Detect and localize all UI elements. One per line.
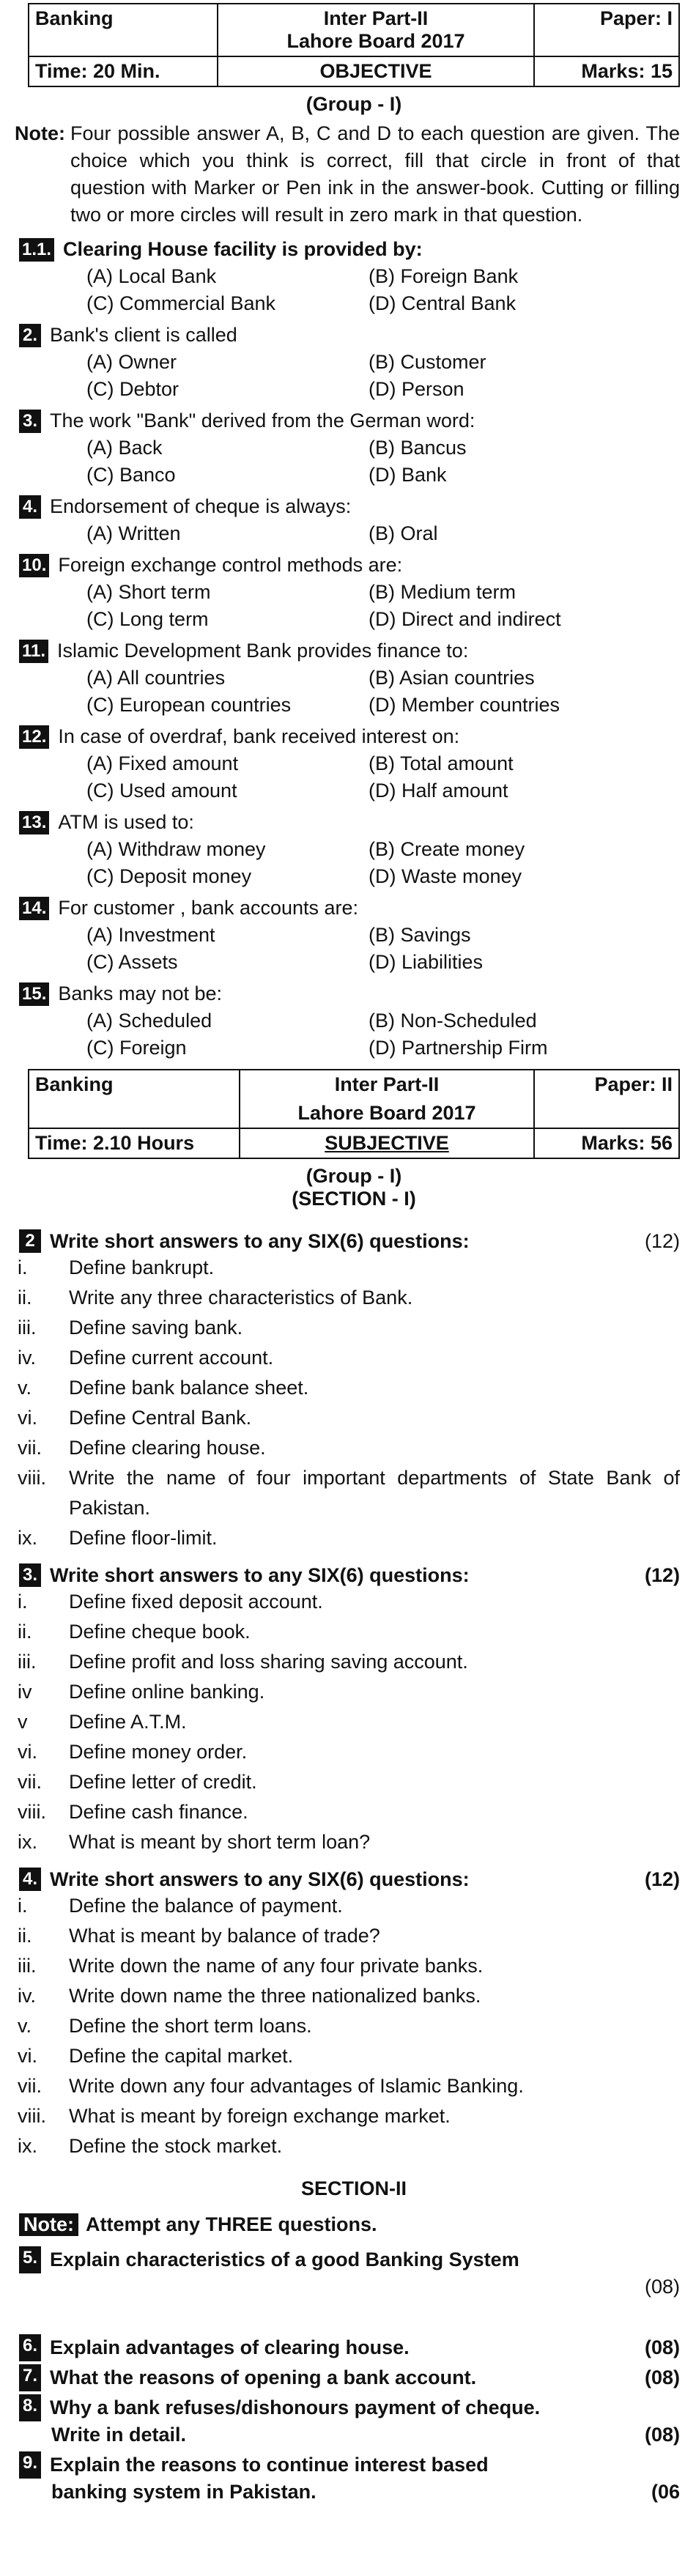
question-text: For customer , bank accounts are: [58,897,359,919]
question-marks: (12) [644,1868,680,1890]
question-number: 7. [19,2364,41,2391]
option-d: (D) Central Bank [369,292,517,314]
question-heading: Write short answers to any SIX(6) questions: [50,1229,470,1252]
question-text: Bank's client is called [50,324,237,346]
mcq-list [22,236,680,1062]
list-item: vii. Define clearing house. [18,1437,266,1459]
list-item: iv. Define current account. [18,1347,274,1369]
section-two-title: SECTION-II [300,2177,407,2199]
mcq-item [22,809,680,890]
question-number: 8. [19,2394,41,2421]
option-b: (B) Asian countries [369,667,535,689]
list-item: i. Define fixed deposit account. [18,1591,323,1613]
list-item: ix. Define floor-limit. [18,1527,218,1549]
question-number: 4. [19,1868,41,1891]
question-number: 2. [19,324,41,347]
long-question [22,2334,680,2361]
list-item: iv Define online banking. [18,1681,265,1703]
question-text: Explain advantages of clearing house. [50,2336,410,2358]
option-b: (B) Non-Scheduled [369,1010,537,1032]
option-b: (B) Oral [369,522,438,544]
question-number: 9. [19,2451,41,2479]
mcq-item [22,552,680,633]
question-number: 6. [19,2334,41,2361]
option-c: (C) Long term [86,608,209,630]
mcq-item [22,236,680,317]
instructions-note [15,120,680,229]
option-a: (A) Withdraw money [86,838,266,860]
list-item: i. Define bankrupt. [18,1256,215,1278]
paper-type-label: SUBJECTIVE [240,1128,534,1158]
option-a: (A) Investment [86,924,215,946]
question-text: ATM is used to: [58,811,194,833]
list-item: iv. Write down name the three nationalized banks. [18,1985,481,2007]
mcq-item [22,322,680,403]
question-marks: (12) [644,1229,680,1252]
option-a: (A) Owner [86,351,177,373]
note-text: Four possible answer A, B, C and D to each question are given. The choice which you think is correct, fill that circle in front of that question with Marker or Pen ink in the answer-book. Cutting or filling two or more circles will result in zero mark in that question. [70,122,680,226]
option-b: (B) Medium term [369,581,517,603]
option-a: (A) Written [86,522,181,544]
question-heading: Write short answers to any SIX(6) questions: [50,1868,470,1890]
question-text: The work "Bank" derived from the German word: [50,410,475,432]
question-text: In case of overdraf, bank received interest on: [58,725,460,747]
option-a: (A) Scheduled [86,1010,212,1032]
paper-label: Paper: II [534,1070,679,1128]
section-one-title: (SECTION - I) [292,1188,416,1210]
question-text: Why a bank refuses/dishonours payment of cheque. [50,2397,541,2418]
long-question [22,2246,680,2301]
option-d: (D) Waste money [369,865,522,887]
short-question-block [18,1229,680,1553]
paper-type-label: OBJECTIVE [218,56,534,86]
time-label: Time: 20 Min. [29,56,218,86]
question-heading: Write short answers to any SIX(6) questions: [50,1563,470,1586]
marks-label: Marks: 15 [534,56,679,86]
paper-label: Paper: I [534,4,679,56]
list-item: ii. Write any three characteristics of Bank. [18,1287,413,1309]
subjective-header [28,1069,680,1159]
option-a: (A) All countries [86,667,226,689]
list-item: vii. Write down any four advantages of Islamic Banking. [18,2075,524,2097]
question-number: 13. [19,811,49,834]
mcq-item [22,723,680,804]
question-text-continued: Write in detail. [51,2424,187,2446]
part-label: Inter Part-II [334,1073,440,1095]
part-board-cell [240,1070,534,1128]
mcq-item [22,493,680,547]
list-item: ix. What is meant by short term loan? [18,1831,371,1853]
list-item: viii. Write the name of four important departments of State Bank of Pakistan. [18,1467,680,1519]
option-d: (D) Person [369,378,464,400]
question-number: 4. [19,495,41,519]
list-item: ii. Define cheque book. [18,1621,251,1643]
list-item: viii. What is meant by foreign exchange market. [18,2105,451,2127]
question-text: Explain the reasons to continue interest based [50,2454,489,2476]
option-b: (B) Create money [369,838,525,860]
list-item: v. Define bank balance sheet. [18,1377,309,1399]
option-c: (C) Foreign [86,1037,187,1059]
short-question-block [18,1563,680,1857]
question-marks: (08) [644,2276,680,2298]
option-b: (B) Total amount [369,752,514,774]
list-item: vi. Define the capital market. [18,2045,294,2067]
question-number: 3. [19,1563,41,1587]
question-number: 12. [19,725,49,749]
mcq-item [22,637,680,719]
option-a: (A) Fixed amount [86,752,239,774]
list-item: iii. Define saving bank. [18,1317,243,1339]
list-item: iii. Write down the name of any four private banks. [18,1955,484,1977]
list-item: iii. Define profit and loss sharing saving account. [18,1651,468,1673]
list-item: i. Define the balance of payment. [18,1895,343,1917]
question-text: Banks may not be: [58,982,222,1004]
question-text-continued: banking system in Pakistan. [51,2481,316,2503]
note-label: Note: [19,2213,78,2236]
part-board-cell [218,4,534,56]
option-d: (D) Bank [369,464,447,486]
list-item: ix. Define the stock market. [18,2135,283,2157]
option-d: (D) Half amount [369,780,508,802]
note-text: Attempt any THREE questions. [86,2213,377,2235]
option-d: (D) Liabilities [369,951,484,973]
option-b: (B) Foreign Bank [369,265,519,287]
option-d: (D) Partnership Firm [369,1037,548,1059]
mcq-item [22,407,680,489]
option-b: (B) Customer [369,351,486,373]
option-c: (C) Deposit money [86,865,252,887]
question-marks: (08) [644,2424,680,2446]
group-label: (Group - I) [306,1165,402,1187]
option-a: (A) Short term [86,581,211,603]
option-d: (D) Member countries [369,694,560,716]
note-label: Note: [15,122,65,144]
option-a: (A) Local Bank [86,265,217,287]
board-label: Lahore Board 2017 [297,1102,476,1124]
long-question [22,2451,680,2506]
question-text: Clearing House facility is provided by: [63,238,423,260]
list-item: vi. Define Central Bank. [18,1407,252,1429]
objective-header [28,3,680,87]
option-c: (C) Commercial Bank [86,292,276,314]
list-item: vi. Define money order. [18,1741,248,1763]
option-b: (B) Savings [369,924,471,946]
question-text: What the reasons of opening a bank account. [50,2366,477,2388]
option-a: (A) Back [86,437,163,459]
question-number: 2 [19,1229,41,1253]
option-c: (C) Assets [86,951,178,973]
list-item: v. Define the short term loans. [18,2015,312,2037]
list-item: vii. Define letter of credit. [18,1771,257,1793]
group-label: (Group - I) [306,93,402,115]
question-marks: (08) [644,2366,680,2388]
board-label: Lahore Board 2017 [286,30,465,52]
subject-label: Banking [29,1070,240,1128]
option-c: (C) Banco [86,464,176,486]
option-d: (D) Direct and indirect [369,608,561,630]
question-marks: (06 [651,2481,680,2503]
question-number: 14. [19,897,49,920]
option-b: (B) Bancus [369,437,467,459]
option-c: (C) Debtor [86,378,179,400]
question-number: 11. [19,640,48,663]
list-item: viii. Define cash finance. [18,1801,248,1823]
question-number: 15. [19,982,49,1006]
long-question [22,2394,680,2449]
question-number: 1.1. [19,238,54,262]
long-question [22,2364,680,2391]
marks-label: Marks: 56 [534,1128,679,1158]
question-number: 10. [19,554,49,577]
list-item: ii. What is meant by balance of trade? [18,1925,380,1947]
question-number: 5. [19,2246,41,2273]
question-text: Islamic Development Bank provides finance to: [57,640,469,662]
question-text: Endorsement of cheque is always: [50,495,352,517]
question-marks: (08) [644,2336,680,2358]
mcq-item [22,895,680,976]
question-number: 3. [19,410,41,433]
question-text: Explain characteristics of a good Banking System [50,2249,519,2270]
option-c: (C) European countries [86,694,292,716]
option-c: (C) Used amount [86,780,237,802]
part-label: Inter Part-II [323,7,429,29]
time-label: Time: 2.10 Hours [29,1128,240,1158]
short-question-block [18,1868,680,2161]
section-two-note [23,2213,680,2236]
question-text: Foreign exchange control methods are: [58,554,403,576]
subject-label: Banking [29,4,218,56]
question-marks: (12) [644,1563,680,1586]
list-item: v Define A.T.M. [18,1711,187,1733]
mcq-item [22,980,680,1062]
